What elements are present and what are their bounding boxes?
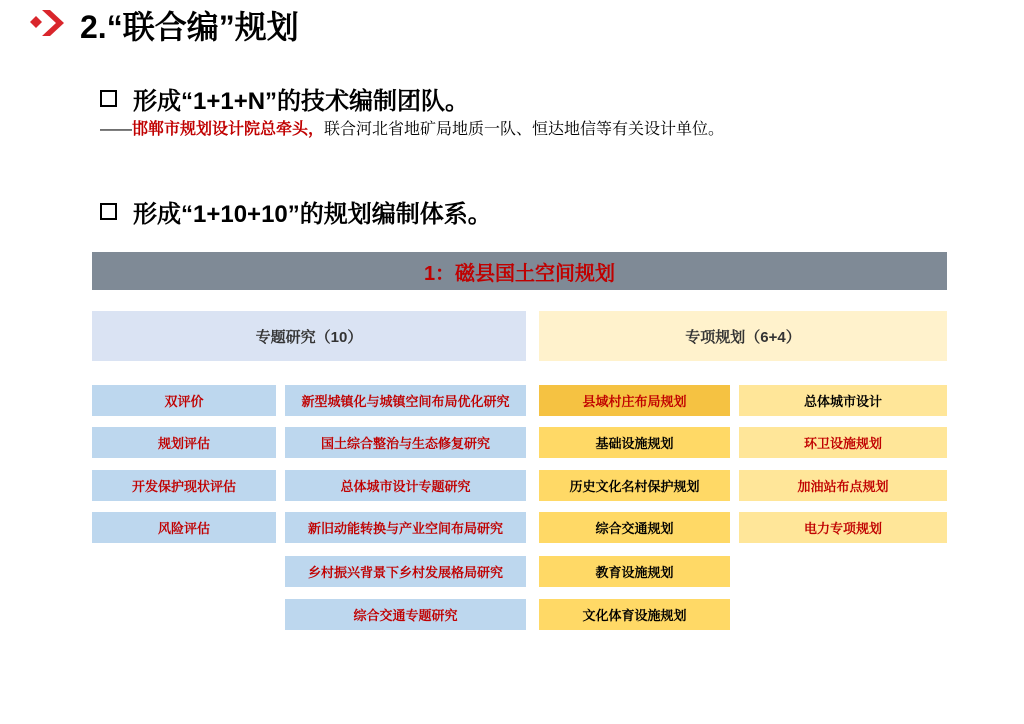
square-bullet-icon bbox=[100, 203, 117, 220]
research-item: 新旧动能转换与产业空间布局研究 bbox=[285, 512, 526, 543]
team-note bbox=[100, 118, 724, 142]
square-bullet-icon bbox=[100, 90, 117, 107]
research-item: 乡村振兴背景下乡村发展格局研究 bbox=[285, 556, 526, 587]
research-header: 专题研究（10） bbox=[92, 311, 526, 361]
note-rest: 联合河北省地矿局地质一队、恒达地信等有关设计单位。 bbox=[324, 121, 725, 138]
bullet-text: 形成“1+1+N”的技术编制团队。 bbox=[133, 87, 470, 115]
note-dash: —— bbox=[100, 121, 132, 138]
bullet-team bbox=[100, 82, 469, 114]
research-item: 总体城市设计专题研究 bbox=[285, 470, 526, 501]
research-item: 国土综合整治与生态修复研究 bbox=[285, 427, 526, 458]
special-plan-item: 总体城市设计 bbox=[739, 385, 947, 416]
research-item: 综合交通专题研究 bbox=[285, 599, 526, 630]
bullet-system bbox=[100, 195, 492, 227]
note-lead: 邯郸市规划设计院总牵头， bbox=[132, 121, 325, 138]
research-item: 双评价 bbox=[92, 385, 276, 416]
special-plan-item: 电力专项规划 bbox=[739, 512, 947, 543]
research-item: 开发保护现状评估 bbox=[92, 470, 276, 501]
slide-title: 2.“联合编”规划 bbox=[80, 9, 299, 45]
special-plan-item: 教育设施规划 bbox=[539, 556, 730, 587]
special-plan-item: 基础设施规划 bbox=[539, 427, 730, 458]
bullet-text: 形成“1+10+10”的规划编制体系。 bbox=[133, 200, 492, 228]
special-plan-item: 文化体育设施规划 bbox=[539, 599, 730, 630]
special-plan-item: 环卫设施规划 bbox=[739, 427, 947, 458]
special-plan-item: 综合交通规划 bbox=[539, 512, 730, 543]
research-item: 新型城镇化与城镇空间布局优化研究 bbox=[285, 385, 526, 416]
red-chevron-icon bbox=[28, 8, 66, 38]
research-item: 风险评估 bbox=[92, 512, 276, 543]
special-plan-item: 县域村庄布局规划 bbox=[539, 385, 730, 416]
banner-title: 1：磁县国土空间规划 bbox=[423, 262, 616, 285]
plan-banner bbox=[92, 252, 947, 290]
special-plan-item: 加油站布点规划 bbox=[739, 470, 947, 501]
special-plan-item: 历史文化名村保护规划 bbox=[539, 470, 730, 501]
special-plan-header: 专项规划（6+4） bbox=[539, 311, 947, 361]
research-item: 规划评估 bbox=[92, 427, 276, 458]
